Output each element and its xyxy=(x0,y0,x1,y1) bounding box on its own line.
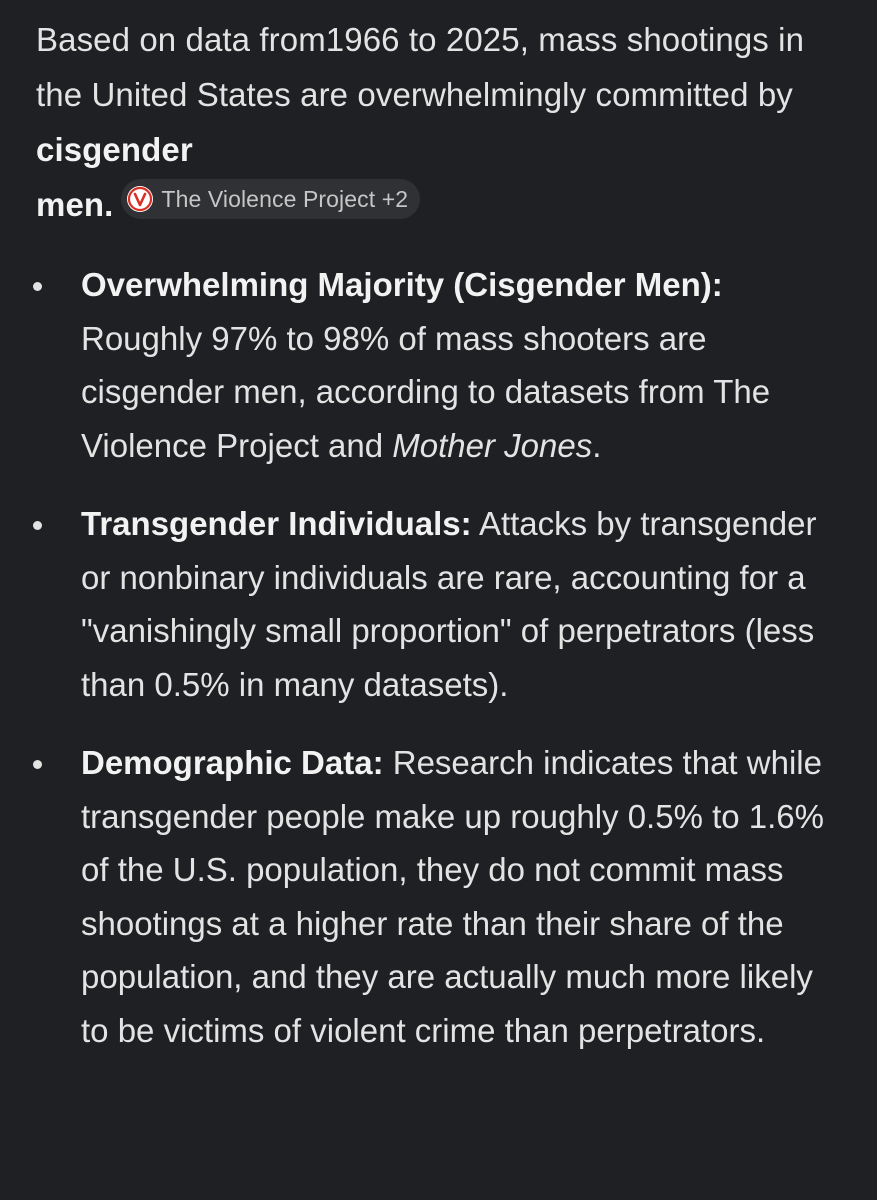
bullet-text-end: . xyxy=(592,426,602,464)
bullet-dot xyxy=(33,282,42,291)
bullet-text: Attacks by transgender or nonbinary individuals are rare, accounting for a "vanishingly small proportion" of perpetrators (less than 0.5% in many datasets). xyxy=(81,505,817,703)
findings-list xyxy=(36,258,837,1057)
list-item xyxy=(36,497,837,711)
intro-text: Based on data from1966 to 2025, mass shootings in the United States are overwhelmingly committed by xyxy=(36,21,805,113)
bullet-heading: Transgender Individuals: xyxy=(81,505,472,542)
intro-paragraph xyxy=(36,12,837,232)
bullet-text: Research indicates that while transgender people make up roughly 0.5% to 1.6% of the U.S. population, they do not commit mass shootings at a higher rate than their share of the population, and they are actually much more likely to be victims of violent crime than perpetrators. xyxy=(81,744,824,1049)
intro-bold-men: men. xyxy=(36,186,114,223)
bullet-heading: Demographic Data: xyxy=(81,744,384,781)
bullet-italic-source: Mother Jones xyxy=(392,426,593,464)
bullet-dot xyxy=(33,521,42,530)
source-chip[interactable] xyxy=(121,179,420,219)
bullet-dot xyxy=(33,760,42,769)
violence-project-logo-icon xyxy=(127,186,153,212)
list-item xyxy=(36,258,837,472)
list-item xyxy=(36,736,837,1057)
source-chip-label: The Violence Project +2 xyxy=(161,186,409,212)
intro-bold-cisgender: cisgender xyxy=(36,131,193,168)
bullet-text: Roughly 97% to 98% of mass shooters are cisgender men, according to datasets from The Violence Project and xyxy=(81,319,771,464)
bullet-heading: Overwhelming Majority (Cisgender Men): xyxy=(81,266,723,303)
